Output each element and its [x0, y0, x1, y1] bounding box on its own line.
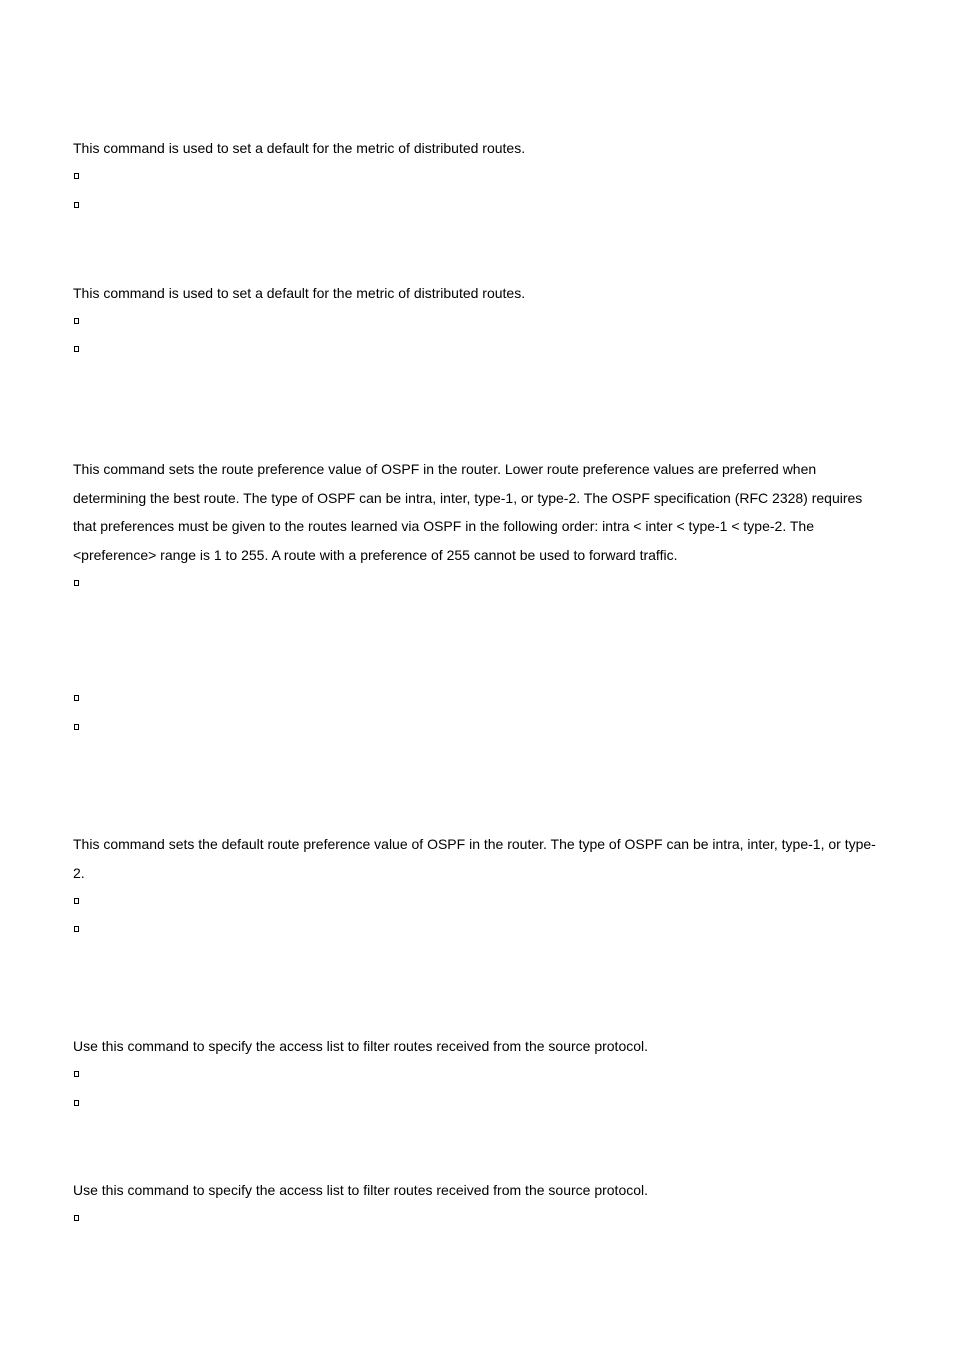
bullet-marker — [73, 170, 81, 182]
bullet-marker — [73, 692, 81, 704]
bullet-marker — [73, 343, 81, 355]
section-6-description: Use this command to specify the access list to filter routes received from the source protocol. — [73, 1182, 649, 1198]
bullet-marker — [73, 199, 81, 211]
section-4-description: This command sets the default route preference value of OSPF in the router. The type of OSPF can be intra, inter, type-1, or type-2. — [73, 836, 876, 881]
bullet-marker — [73, 1212, 81, 1224]
section-2-description: This command is used to set a default for the metric of distributed routes. — [73, 285, 526, 301]
section-3-description: This command sets the route preference value of OSPF in the router. Lower route preference values are preferred when determining the best route. The type of OSPF can be intra, inter, type-1, or type-2. The OSPF specification (RFC 2328) requires that preferences must be given to the routes learned via OSPF in the following order: intra < inter < type-1 < type-2. The <preference> range is 1 to 255. A route with a preference of 255 cannot be used to forward traffic. — [73, 461, 863, 563]
section-1-description: This command is used to set a default for the metric of distributed routes. — [73, 140, 526, 156]
bullet-marker — [73, 577, 81, 589]
bullet-marker — [73, 1097, 81, 1109]
bullet-marker — [73, 923, 81, 935]
bullet-marker — [73, 895, 81, 907]
bullet-marker — [73, 315, 81, 327]
section-5-description: Use this command to specify the access list to filter routes received from the source protocol. — [73, 1038, 649, 1054]
bullet-marker — [73, 1068, 81, 1080]
bullet-marker — [73, 721, 81, 733]
